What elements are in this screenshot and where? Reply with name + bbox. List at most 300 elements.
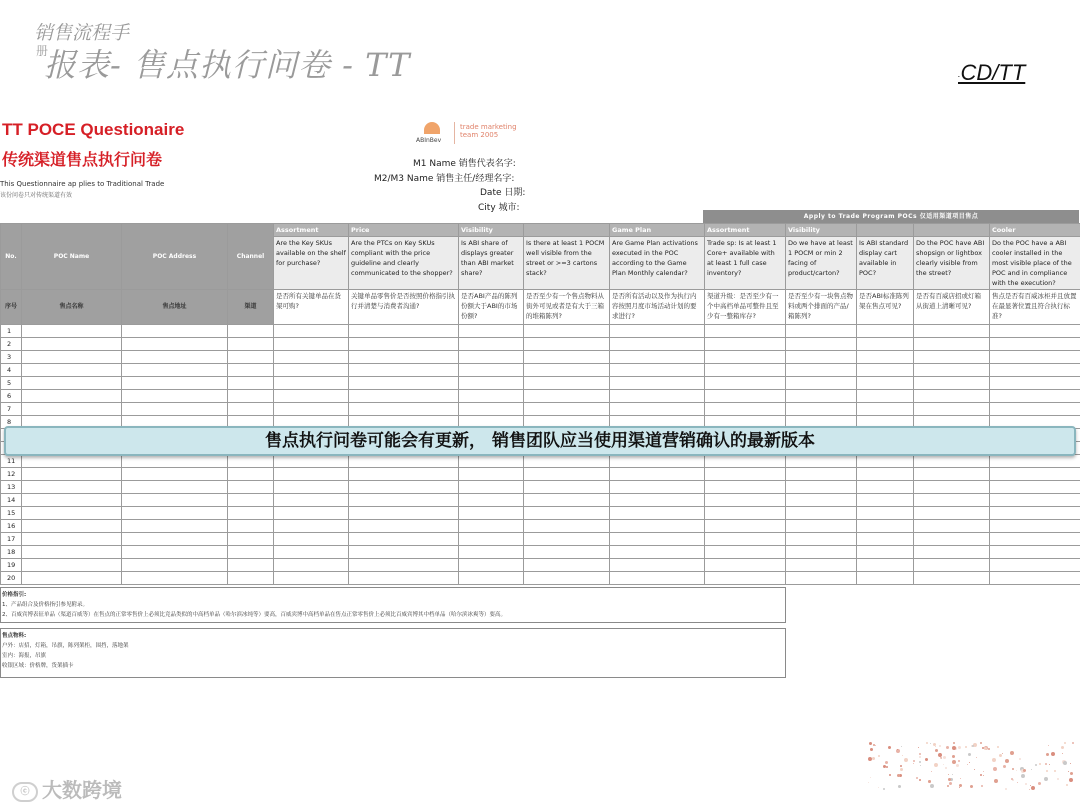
input-cell[interactable] xyxy=(349,403,459,416)
sparkle-dot xyxy=(928,780,931,783)
input-cell[interactable] xyxy=(349,533,459,546)
input-cell[interactable] xyxy=(274,520,349,533)
input-cell[interactable] xyxy=(22,325,122,338)
table-row xyxy=(1,403,1080,416)
input-cell[interactable] xyxy=(990,377,1080,390)
input-cell[interactable] xyxy=(122,377,228,390)
input-cell[interactable] xyxy=(786,494,857,507)
input-cell[interactable] xyxy=(274,390,349,403)
input-cell[interactable] xyxy=(349,468,459,481)
input-cell[interactable] xyxy=(610,390,705,403)
input-cell[interactable] xyxy=(22,559,122,572)
input-cell[interactable] xyxy=(857,494,914,507)
input-cell[interactable] xyxy=(705,351,786,364)
input-cell[interactable] xyxy=(274,455,349,468)
sparkle-dot xyxy=(953,742,955,744)
input-cell[interactable] xyxy=(786,455,857,468)
sparkle-dot xyxy=(900,765,902,767)
input-cell[interactable] xyxy=(786,364,857,377)
input-cell[interactable] xyxy=(990,468,1080,481)
input-cell[interactable] xyxy=(914,364,990,377)
input-cell[interactable] xyxy=(122,351,228,364)
input-cell[interactable] xyxy=(914,507,990,520)
input-cell[interactable] xyxy=(274,481,349,494)
input-cell[interactable] xyxy=(459,572,524,585)
input-cell[interactable] xyxy=(122,468,228,481)
input-cell[interactable] xyxy=(228,455,274,468)
input-cell[interactable] xyxy=(990,351,1080,364)
sparkle-dot xyxy=(1061,746,1064,749)
input-cell[interactable] xyxy=(22,546,122,559)
input-cell[interactable] xyxy=(914,546,990,559)
input-cell[interactable] xyxy=(914,468,990,481)
input-cell[interactable] xyxy=(786,533,857,546)
input-cell[interactable] xyxy=(228,364,274,377)
input-cell[interactable] xyxy=(349,455,459,468)
input-cell[interactable] xyxy=(524,507,610,520)
input-cell[interactable] xyxy=(857,377,914,390)
input-cell[interactable] xyxy=(705,533,786,546)
input-cell[interactable] xyxy=(524,403,610,416)
input-cell[interactable] xyxy=(914,377,990,390)
sparkle-dot xyxy=(1046,770,1048,772)
input-cell[interactable] xyxy=(705,338,786,351)
sparkle-dot xyxy=(945,767,947,769)
sparkle-dot xyxy=(939,745,941,747)
input-cell[interactable] xyxy=(990,572,1080,585)
sparkle-dot xyxy=(956,764,959,767)
sparkle-dot xyxy=(959,784,962,787)
input-cell[interactable] xyxy=(786,468,857,481)
input-cell[interactable] xyxy=(857,546,914,559)
input-cell[interactable] xyxy=(705,572,786,585)
input-cell[interactable] xyxy=(857,507,914,520)
input-cell[interactable] xyxy=(122,520,228,533)
input-cell[interactable] xyxy=(274,546,349,559)
sparkle-dot xyxy=(926,742,928,744)
input-cell[interactable] xyxy=(274,338,349,351)
input-cell[interactable] xyxy=(914,455,990,468)
input-cell[interactable] xyxy=(857,481,914,494)
input-cell[interactable] xyxy=(459,520,524,533)
input-cell[interactable] xyxy=(22,403,122,416)
input-cell[interactable] xyxy=(524,572,610,585)
input-cell[interactable] xyxy=(122,403,228,416)
input-cell[interactable] xyxy=(228,533,274,546)
input-cell[interactable] xyxy=(122,390,228,403)
section-visibility-4 xyxy=(857,224,914,237)
input-cell[interactable] xyxy=(990,494,1080,507)
sparkle-dot xyxy=(869,742,872,745)
row-number: 6 xyxy=(1,390,22,403)
input-cell[interactable] xyxy=(610,403,705,416)
input-cell[interactable] xyxy=(786,507,857,520)
sparkle-dot xyxy=(1023,769,1026,772)
input-cell[interactable] xyxy=(786,338,857,351)
row-number: 17 xyxy=(1,533,22,546)
input-cell[interactable] xyxy=(228,559,274,572)
sparkle-dot xyxy=(952,774,953,775)
input-cell[interactable] xyxy=(349,559,459,572)
input-cell[interactable] xyxy=(274,377,349,390)
input-cell[interactable] xyxy=(349,546,459,559)
input-cell[interactable] xyxy=(524,520,610,533)
sparkle-dot xyxy=(1035,764,1037,766)
input-cell[interactable] xyxy=(857,325,914,338)
input-cell[interactable] xyxy=(459,559,524,572)
sparkle-dot xyxy=(919,756,921,758)
input-cell[interactable] xyxy=(274,351,349,364)
input-cell[interactable] xyxy=(459,507,524,520)
input-cell[interactable] xyxy=(349,338,459,351)
input-cell[interactable] xyxy=(705,468,786,481)
input-cell[interactable] xyxy=(228,468,274,481)
question-cn-6: 渠道升级：是否至少有一个中高档单品可整件且至少有一整箱库存? xyxy=(705,290,786,325)
input-cell[interactable] xyxy=(524,325,610,338)
meta-date-label: Date 日期: xyxy=(480,188,526,198)
input-cell[interactable] xyxy=(705,559,786,572)
sparkle-dot xyxy=(904,758,908,762)
table-row xyxy=(1,546,1080,559)
sparkle-dot xyxy=(983,771,984,772)
input-cell[interactable] xyxy=(524,338,610,351)
input-cell[interactable] xyxy=(349,572,459,585)
row-number: 19 xyxy=(1,559,22,572)
input-cell[interactable] xyxy=(705,481,786,494)
sparkle-dot xyxy=(1017,782,1018,783)
logo-line-2: team 2005 xyxy=(460,131,499,139)
input-cell[interactable] xyxy=(914,572,990,585)
input-cell[interactable] xyxy=(22,572,122,585)
input-cell[interactable] xyxy=(459,377,524,390)
input-cell[interactable] xyxy=(610,520,705,533)
sparkle-dot xyxy=(980,742,982,744)
input-cell[interactable] xyxy=(857,338,914,351)
input-cell[interactable] xyxy=(22,364,122,377)
sparkle-dot xyxy=(947,785,949,787)
input-cell[interactable] xyxy=(274,533,349,546)
input-cell[interactable] xyxy=(990,403,1080,416)
input-cell[interactable] xyxy=(228,546,274,559)
input-cell[interactable] xyxy=(459,481,524,494)
input-cell[interactable] xyxy=(459,403,524,416)
sparkle-dot xyxy=(999,754,1002,757)
input-cell[interactable] xyxy=(228,572,274,585)
input-cell[interactable] xyxy=(705,403,786,416)
input-cell[interactable] xyxy=(349,390,459,403)
input-cell[interactable] xyxy=(705,546,786,559)
input-cell[interactable] xyxy=(274,559,349,572)
input-cell[interactable] xyxy=(990,520,1080,533)
question-cn-8: 是否ABI标准陈列架在售点可见? xyxy=(857,290,914,325)
input-cell[interactable] xyxy=(459,468,524,481)
input-cell[interactable] xyxy=(786,520,857,533)
input-cell[interactable] xyxy=(857,364,914,377)
input-cell[interactable] xyxy=(122,325,228,338)
sparkle-dot xyxy=(959,787,960,788)
input-cell[interactable] xyxy=(274,325,349,338)
input-cell[interactable] xyxy=(122,546,228,559)
input-cell[interactable] xyxy=(524,481,610,494)
input-cell[interactable] xyxy=(857,468,914,481)
input-cell[interactable] xyxy=(459,351,524,364)
input-cell[interactable] xyxy=(990,390,1080,403)
input-cell[interactable] xyxy=(349,325,459,338)
input-cell[interactable] xyxy=(786,481,857,494)
section-assortment-2: Assortment xyxy=(705,224,786,237)
input-cell[interactable] xyxy=(610,377,705,390)
sparkle-dot xyxy=(1063,761,1067,765)
input-cell[interactable] xyxy=(459,338,524,351)
sparkle-dot xyxy=(933,743,936,746)
input-cell[interactable] xyxy=(22,468,122,481)
question-en-1: Are the Key SKUs available on the shelf for purchase? xyxy=(274,237,349,290)
input-cell[interactable] xyxy=(349,494,459,507)
input-cell[interactable] xyxy=(349,377,459,390)
input-cell[interactable] xyxy=(705,325,786,338)
input-cell[interactable] xyxy=(524,455,610,468)
input-cell[interactable] xyxy=(786,390,857,403)
input-cell[interactable] xyxy=(705,507,786,520)
input-cell[interactable] xyxy=(914,520,990,533)
sparkle-dot xyxy=(916,777,918,779)
sparkle-dot xyxy=(965,746,967,748)
section-visibility-2 xyxy=(524,224,610,237)
input-cell[interactable] xyxy=(22,351,122,364)
sparkle-dot xyxy=(969,762,970,763)
input-cell[interactable] xyxy=(524,559,610,572)
sparkle-dot xyxy=(1072,742,1074,744)
input-cell[interactable] xyxy=(274,572,349,585)
sparkle-dot xyxy=(1031,786,1035,790)
input-cell[interactable] xyxy=(914,559,990,572)
sparkle-dot xyxy=(1070,763,1071,764)
input-cell[interactable] xyxy=(349,507,459,520)
input-cell[interactable] xyxy=(524,364,610,377)
input-cell[interactable] xyxy=(857,520,914,533)
sparkle-dot xyxy=(870,748,873,751)
input-cell[interactable] xyxy=(459,546,524,559)
input-cell[interactable] xyxy=(22,338,122,351)
input-cell[interactable] xyxy=(990,533,1080,546)
apply-bar: Apply to Trade Program POCs 仅适用渠道项目售点 xyxy=(703,210,1079,223)
input-cell[interactable] xyxy=(786,572,857,585)
input-cell[interactable] xyxy=(22,455,122,468)
input-cell[interactable] xyxy=(228,377,274,390)
sparkle-dot xyxy=(925,758,928,761)
input-cell[interactable] xyxy=(857,403,914,416)
input-cell[interactable] xyxy=(524,377,610,390)
input-cell[interactable] xyxy=(857,533,914,546)
input-cell[interactable] xyxy=(274,507,349,520)
sparkle-dot xyxy=(920,765,921,766)
header-poc-name: POC Name xyxy=(22,224,122,290)
sparkle-dot xyxy=(1005,759,1009,763)
input-cell[interactable] xyxy=(524,533,610,546)
input-cell[interactable] xyxy=(228,481,274,494)
input-cell[interactable] xyxy=(22,533,122,546)
input-cell[interactable] xyxy=(610,572,705,585)
input-cell[interactable] xyxy=(228,403,274,416)
input-cell[interactable] xyxy=(228,520,274,533)
table-row xyxy=(1,507,1080,520)
input-cell[interactable] xyxy=(228,351,274,364)
input-cell[interactable] xyxy=(459,390,524,403)
input-cell[interactable] xyxy=(914,533,990,546)
sparkle-dot xyxy=(943,764,944,765)
input-cell[interactable] xyxy=(122,481,228,494)
notes2-title: 售点物料: xyxy=(2,633,27,639)
meta-m2-label: M2/M3 Name 销售主任/经理名字: xyxy=(374,174,515,184)
input-cell[interactable] xyxy=(122,364,228,377)
section-visibility: Visibility xyxy=(459,224,524,237)
input-cell[interactable] xyxy=(228,338,274,351)
question-en-10: Do the POC have a ABI cooler installed in the most visible place of the POC and in compliance with the execution? xyxy=(990,237,1080,290)
table-row xyxy=(1,468,1080,481)
input-cell[interactable] xyxy=(22,520,122,533)
input-cell[interactable] xyxy=(459,325,524,338)
input-cell[interactable] xyxy=(990,325,1080,338)
input-cell[interactable] xyxy=(22,390,122,403)
sparkle-dot xyxy=(948,774,949,775)
input-cell[interactable] xyxy=(610,494,705,507)
input-cell[interactable] xyxy=(610,559,705,572)
input-cell[interactable] xyxy=(990,364,1080,377)
input-cell[interactable] xyxy=(524,351,610,364)
table-row xyxy=(1,338,1080,351)
input-cell[interactable] xyxy=(786,351,857,364)
header-no: No. xyxy=(1,224,22,290)
price-guideline-notes xyxy=(0,587,786,623)
input-cell[interactable] xyxy=(786,403,857,416)
input-cell[interactable] xyxy=(914,494,990,507)
input-cell[interactable] xyxy=(228,325,274,338)
input-cell[interactable] xyxy=(122,572,228,585)
input-cell[interactable] xyxy=(349,351,459,364)
input-cell[interactable] xyxy=(857,559,914,572)
sparkle-dot xyxy=(984,747,987,750)
input-cell[interactable] xyxy=(349,364,459,377)
input-cell[interactable] xyxy=(228,494,274,507)
input-cell[interactable] xyxy=(610,481,705,494)
input-cell[interactable] xyxy=(349,520,459,533)
input-cell[interactable] xyxy=(459,455,524,468)
input-cell[interactable] xyxy=(274,364,349,377)
input-cell[interactable] xyxy=(349,481,459,494)
input-cell[interactable] xyxy=(705,390,786,403)
input-cell[interactable] xyxy=(857,390,914,403)
row-number: 18 xyxy=(1,546,22,559)
input-cell[interactable] xyxy=(22,377,122,390)
header-poc-name-cn: 售点名称 xyxy=(22,290,122,325)
logo-emblem-text: ABInBev xyxy=(416,137,442,144)
meta-m1-label: M1 Name 销售代表名字: xyxy=(413,159,516,169)
input-cell[interactable] xyxy=(610,325,705,338)
sparkle-dot xyxy=(930,784,934,788)
input-cell[interactable] xyxy=(914,481,990,494)
input-cell[interactable] xyxy=(274,468,349,481)
input-cell[interactable] xyxy=(990,559,1080,572)
input-cell[interactable] xyxy=(524,546,610,559)
input-cell[interactable] xyxy=(914,325,990,338)
input-cell[interactable] xyxy=(274,494,349,507)
input-cell[interactable] xyxy=(122,533,228,546)
sparkle-dot xyxy=(913,760,915,762)
input-cell[interactable] xyxy=(610,364,705,377)
input-cell[interactable] xyxy=(857,572,914,585)
input-cell[interactable] xyxy=(22,481,122,494)
input-cell[interactable] xyxy=(459,494,524,507)
input-cell[interactable] xyxy=(122,455,228,468)
input-cell[interactable] xyxy=(990,481,1080,494)
input-cell[interactable] xyxy=(705,364,786,377)
input-cell[interactable] xyxy=(274,403,349,416)
input-cell[interactable] xyxy=(705,520,786,533)
input-cell[interactable] xyxy=(610,468,705,481)
input-cell[interactable] xyxy=(610,533,705,546)
input-cell[interactable] xyxy=(914,351,990,364)
input-cell[interactable] xyxy=(228,507,274,520)
input-cell[interactable] xyxy=(990,338,1080,351)
input-cell[interactable] xyxy=(705,494,786,507)
input-cell[interactable] xyxy=(914,390,990,403)
input-cell[interactable] xyxy=(459,364,524,377)
row-number: 13 xyxy=(1,481,22,494)
input-cell[interactable] xyxy=(914,338,990,351)
sparkle-dot xyxy=(1012,768,1014,770)
input-cell[interactable] xyxy=(610,338,705,351)
input-cell[interactable] xyxy=(524,468,610,481)
question-en-5: Are Game Plan activations executed in the POC according to the Game Plan Monthly calendar? xyxy=(610,237,705,290)
input-cell[interactable] xyxy=(786,377,857,390)
input-cell[interactable] xyxy=(122,494,228,507)
sparkle-dot xyxy=(1070,772,1073,775)
notes1-line-2: 2、百威宾博表征单品（渠道百威等）在售点的正常零售价上必须比竞品类似的中高档单品（哈尔滨冰纯等）要高，百威宾博中高档单品在售点正常零售价上必须比百威宾博其中档单品（哈尔滨冰爽等）要高。 xyxy=(2,612,507,618)
input-cell[interactable] xyxy=(610,455,705,468)
input-cell[interactable] xyxy=(786,325,857,338)
input-cell[interactable] xyxy=(786,559,857,572)
decorative-sparkle xyxy=(868,742,1078,794)
input-cell[interactable] xyxy=(786,546,857,559)
input-cell[interactable] xyxy=(857,455,914,468)
input-cell[interactable] xyxy=(22,494,122,507)
input-cell[interactable] xyxy=(610,351,705,364)
sparkle-dot xyxy=(872,757,875,760)
input-cell[interactable] xyxy=(524,390,610,403)
input-cell[interactable] xyxy=(610,507,705,520)
input-cell[interactable] xyxy=(459,533,524,546)
sparkle-dot xyxy=(993,767,997,771)
input-cell[interactable] xyxy=(990,507,1080,520)
input-cell[interactable] xyxy=(122,559,228,572)
input-cell[interactable] xyxy=(990,455,1080,468)
input-cell[interactable] xyxy=(914,403,990,416)
row-number: 16 xyxy=(1,520,22,533)
input-cell[interactable] xyxy=(524,494,610,507)
input-cell[interactable] xyxy=(990,546,1080,559)
input-cell[interactable] xyxy=(22,507,122,520)
sparkle-dot xyxy=(897,774,900,777)
input-cell[interactable] xyxy=(857,351,914,364)
input-cell[interactable] xyxy=(122,338,228,351)
input-cell[interactable] xyxy=(705,377,786,390)
sparkle-dot xyxy=(1057,778,1059,780)
input-cell[interactable] xyxy=(122,507,228,520)
input-cell[interactable] xyxy=(705,455,786,468)
input-cell[interactable] xyxy=(610,546,705,559)
sparkle-dot xyxy=(1039,763,1041,765)
input-cell[interactable] xyxy=(228,390,274,403)
